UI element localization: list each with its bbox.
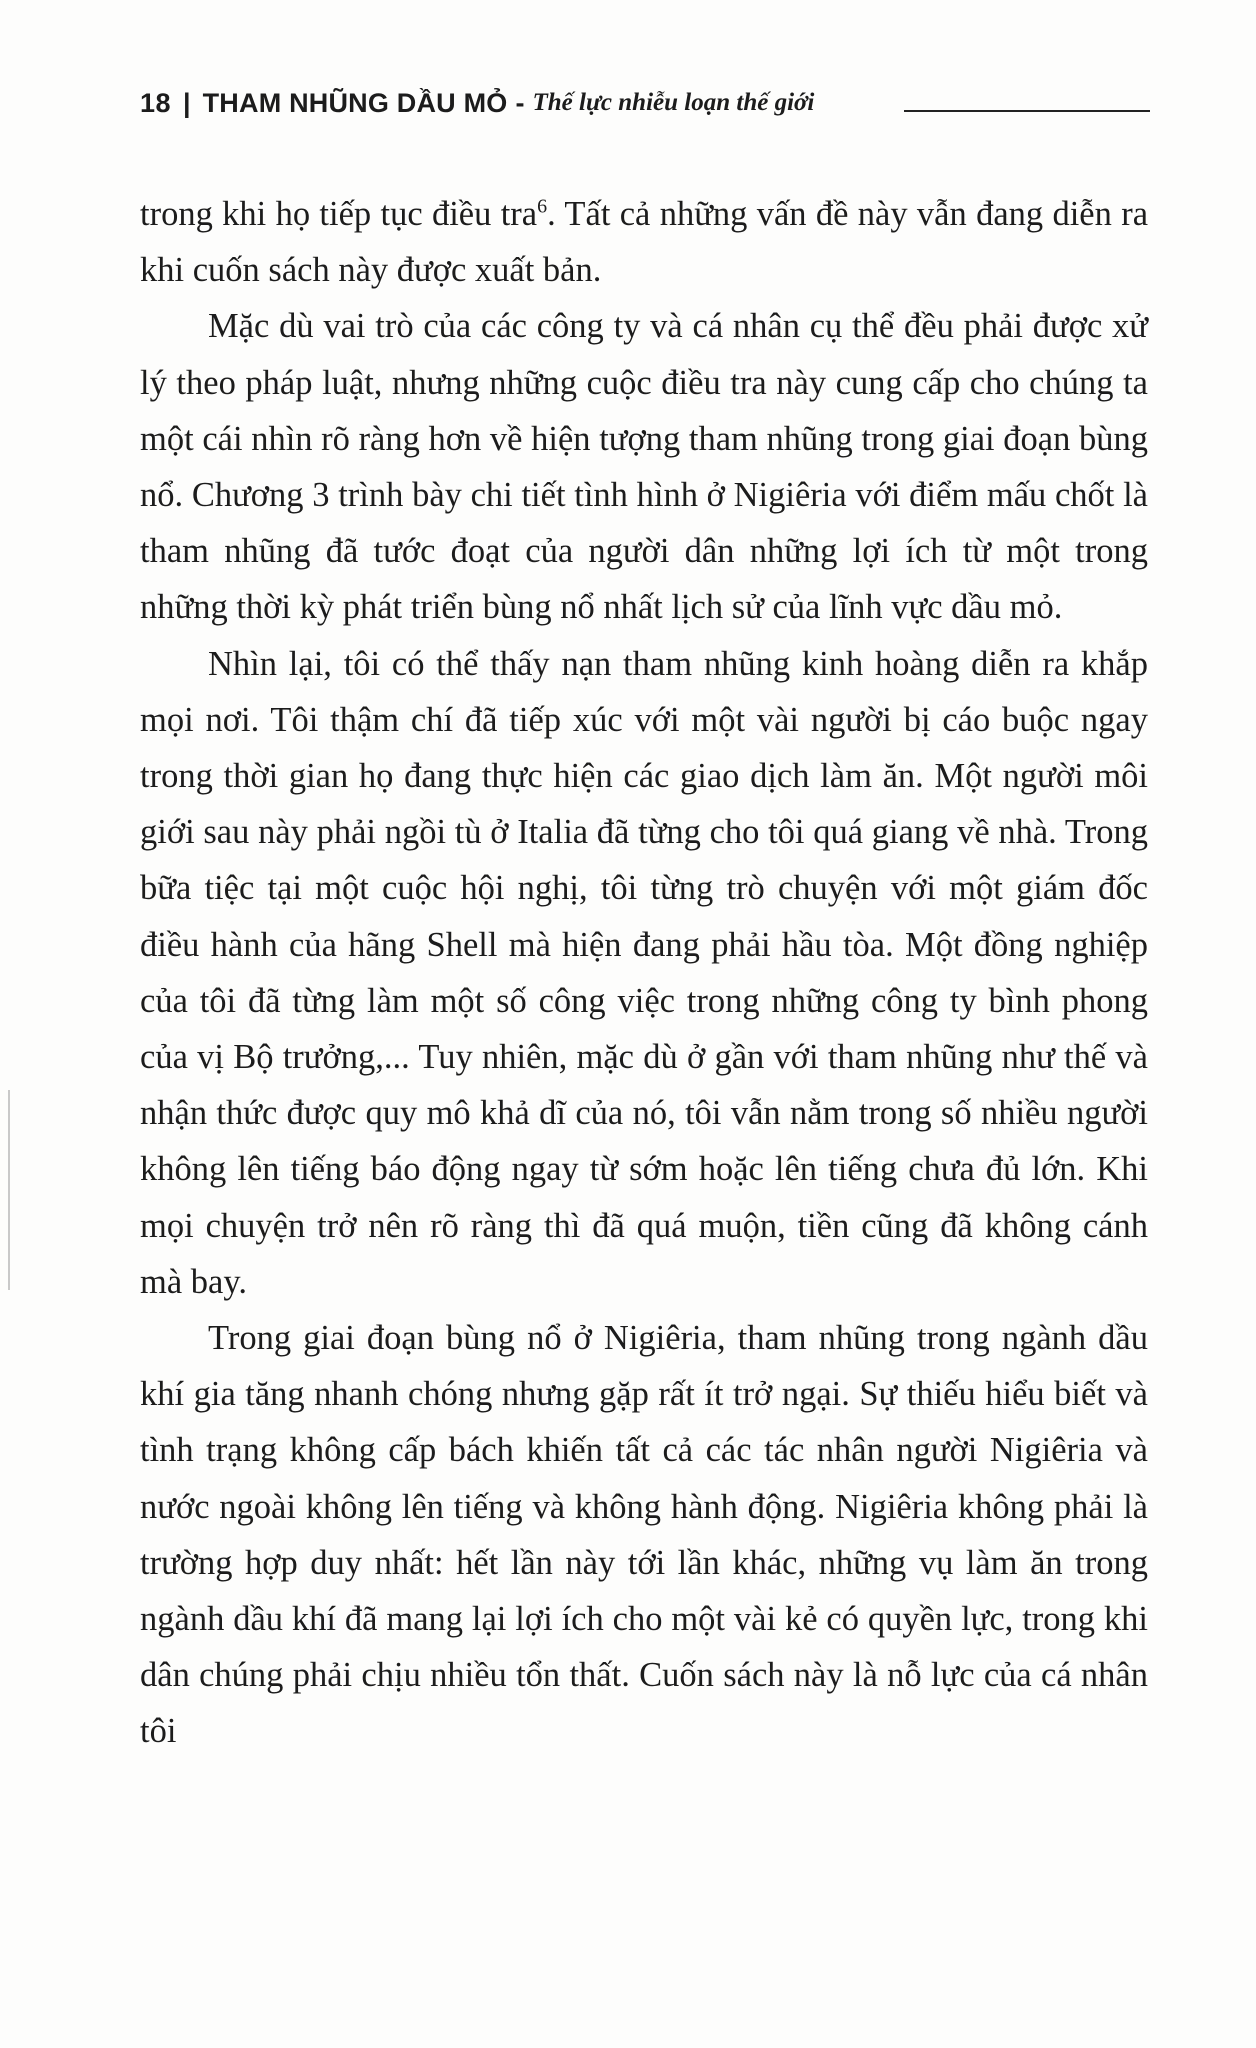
scan-margin-mark bbox=[8, 1090, 10, 1290]
paragraph-text: trong khi họ tiếp tục điều tra bbox=[140, 195, 538, 233]
paragraph: Nhìn lại, tôi có thể thấy nạn tham nhũng kinh hoàng diễn ra khắp mọi nơi. Tôi thậm chí đã tiếp xúc với một vài người bị cáo buộc ngay trong thời gian họ đang thực hiện các giao dịch làm ăn. Một người môi giới sau này phải ngồi tù ở Italia đã từng cho tôi quá giang về nhà. Trong bữa tiệc tại một cuộc hội nghị, tôi từng trò chuyện với một giám đốc điều hành của hãng Shell mà hiện đang phải hầu tòa. Một đồng nghiệp của tôi đã từng làm một số công việc trong những công ty bình phong của vị Bộ trưởng,... Tuy nhiên, mặc dù ở gần với tham nhũng như thế và nhận thức được quy mô khả dĩ của nó, tôi vẫn nằm trong số nhiều người không lên tiếng báo động ngay từ sớm hoặc lên tiếng chưa đủ lớn. Khi mọi chuyện trở nên rõ ràng thì đã quá muộn, tiền cũng đã không cánh mà bay. bbox=[140, 644, 1148, 1301]
book-title: THAM NHŨNG DẦU MỎ bbox=[202, 87, 508, 118]
title-dash: - bbox=[515, 87, 525, 118]
header-separator: | bbox=[183, 87, 191, 118]
paragraph-text-end: . Tất cả những vấn đề này vẫn đang diễn ra khi cuốn sách này được xuất bản. bbox=[140, 195, 1149, 290]
paragraph: Mặc dù vai trò của các công ty và cá nhân cụ thể đều phải được xử lý theo pháp luật, nhưng những cuộc điều tra này cung cấp cho chúng ta một cái nhìn rõ ràng hơn về hiện tượng tham nhũng trong giai đoạn bùng nổ. Chương 3 trình bày chi tiết tình hình ở Nigiêria với điểm mấu chốt là tham nhũng đã tước đoạt của người dân những lợi ích từ một trong những thời kỳ phát triển bùng nổ nhất lịch sử của lĩnh vực dầu mỏ. bbox=[140, 307, 1148, 627]
page-number: 18 bbox=[140, 87, 172, 118]
body-text bbox=[140, 186, 1148, 1760]
paragraph-continued bbox=[140, 186, 1148, 298]
footnote-marker: 6 bbox=[537, 195, 548, 218]
book-subtitle: Thế lực nhiễu loạn thế giới bbox=[532, 89, 815, 116]
paragraph: Trong giai đoạn bùng nổ ở Nigiêria, tham nhũng trong ngành dầu khí gia tăng nhanh chóng nhưng gặp rất ít trở ngại. Sự thiếu hiểu biết và tình trạng không cấp bách khiến tất cả các tác nhân người Nigiêria và nước ngoài không lên tiếng và không hành động. Nigiêria không phải là trường hợp duy nhất: hết lần này tới lần khác, những vụ làm ăn trong ngành dầu khí đã mang lại lợi ích cho một vài kẻ có quyền lực, trong khi dân chúng phải chịu nhiều tổn thất. Cuốn sách này là nỗ lực của cá nhân tôi bbox=[140, 1319, 1148, 1751]
header-rule bbox=[904, 110, 1150, 112]
running-header bbox=[140, 78, 1150, 128]
